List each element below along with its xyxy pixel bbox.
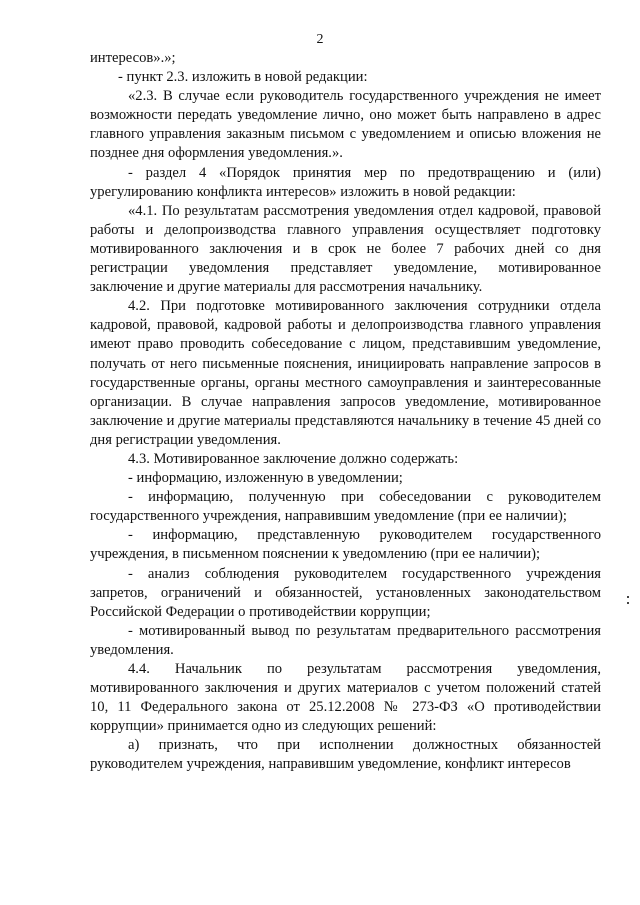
list-item: - мотивированный вывод по результатам предварительного рассмотрения уведомления.: [90, 622, 601, 658]
paragraph-amendment-2-3: - пункт 2.3. изложить в новой редакции:: [118, 69, 368, 86]
paragraph-decision-a: а) признать, что при исполнении должностных обязанностей руководителем учреждения, направившим уведомление, конфликт интересов: [90, 737, 601, 773]
paragraph-clause-2-3: «2.3. В случае если руководитель государственного учреждения не имеет возможности передать уведомление лично, оно может быть направлено в адрес главного управления заказным письмом с уведомлением и описью вложения не позднее дня оформления уведомления.».: [90, 88, 601, 162]
paragraph-continuation: интересов».»;: [90, 50, 176, 66]
paragraph-clause-4-3: 4.3. Мотивированное заключение должно содержать:: [128, 450, 459, 467]
list-item: - анализ соблюдения руководителем государственного учреждения запретов, ограничений и обязанностей, установленных законодательством Российской Федерации о противодействии коррупции;: [90, 565, 601, 620]
list-item: - информацию, изложенную в уведомлении;: [128, 470, 403, 487]
page-number: 2: [316, 32, 324, 47]
scan-artifact: [627, 596, 630, 610]
document-body: [90, 49, 601, 775]
list-item: - информацию, полученную при собеседовании с руководителем государственного учреждения, направившим уведомление (при ее наличии);: [90, 489, 601, 525]
list-item: - информацию, представленную руководителем государственного учреждения, в письменном пояснении к уведомлению (при ее наличии);: [90, 527, 601, 563]
paragraph-section-4-amendment: - раздел 4 «Порядок принятия мер по предотвращению и (или) урегулированию конфликта интересов» изложить в новой редакции:: [90, 164, 601, 200]
paragraph-clause-4-2: 4.2. При подготовке мотивированного заключения сотрудники отдела кадровой, правовой, кадровой работы и делопроизводства главного управления имеют право проводить собеседование с лицом, представившим уведомление, получать от него письменные пояснения, инициировать направление запросов в государственные органы, органы местного самоуправления и заинтересованные организации. В случае направления запросов уведомление, мотивированное заключение и другие материалы представляются начальнику в течение 45 дней со дня регистрации уведомления.: [90, 298, 601, 448]
paragraph-clause-4-1: «4.1. По результатам рассмотрения уведомления отдел кадровой, правовой работы и делопроизводства главного управления осуществляет подготовку мотивированного заключения и в срок не более 7 рабочих дней со дня регистрации уведомления представляет уведомление, мотивированное заключение и другие материалы для рассмотрения начальнику.: [90, 202, 601, 296]
paragraph-clause-4-4: 4.4. Начальник по результатам рассмотрения уведомления, мотивированного заключения и других материалов с учетом положений статей 10, 11 Федерального закона от 25.12.2008 № 273-ФЗ «О противодействии коррупции» принимается одно из следующих решений:: [90, 661, 601, 735]
